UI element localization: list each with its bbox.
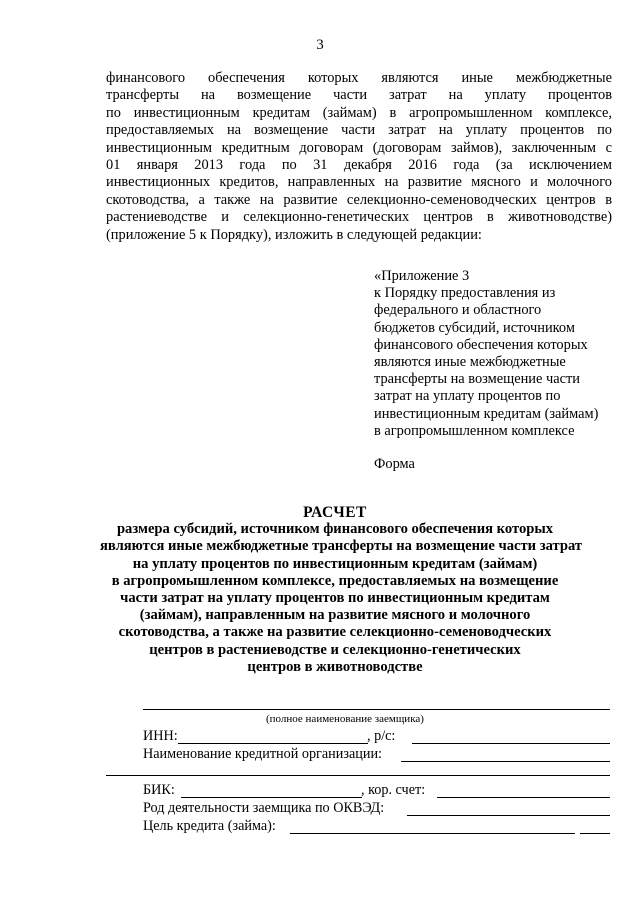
form-label: Форма (374, 456, 415, 472)
title-line: скотоводства, а также на развитие селекционно-семеноводческих (118, 624, 552, 641)
appendix-line: финансового обеспечения которых (374, 336, 588, 353)
body-line: по инвестиционным кредитам (займам) в агропромышленном комплексе, (106, 104, 612, 121)
appendix-line: бюджетов субсидий, источником (374, 319, 575, 336)
body-line: финансового обеспечения которых являются иные межбюджетные (106, 70, 612, 86)
appendix-line: трансферты на возмещение части (374, 371, 580, 388)
credit-purpose-field-end[interactable] (580, 833, 610, 834)
body-line: 01 января 2013 года по 31 декабря 2016 года (за исключением (106, 156, 612, 173)
account-label: , р/с: (367, 728, 396, 744)
credit-purpose-field[interactable] (290, 833, 575, 834)
appendix-line: федерального и областного (374, 302, 542, 319)
title-line: (займам), направленным на развитие мясного и молочного (139, 607, 531, 624)
bik-field[interactable] (181, 797, 362, 798)
title-line: размера субсидий, источником финансового обеспечения которых (116, 521, 554, 538)
appendix-line: инвестиционным кредитам (займам) (374, 405, 599, 422)
body-line: растениеводстве и селекционно-генетических центров в животноводстве) (106, 209, 612, 226)
inn-field[interactable] (178, 743, 368, 744)
corr-account-field[interactable] (437, 797, 610, 798)
body-line: инвестиционных кредитов, направленных на развитие мясного и молочного (106, 174, 612, 191)
account-field[interactable] (412, 743, 610, 744)
title-line: центров в животноводстве (247, 658, 423, 675)
bank-continuation-field[interactable] (106, 775, 610, 776)
title-line: являются иные межбюджетные трансферты на возмещение части затрат (100, 538, 583, 555)
body-line: (приложение 5 к Порядку), изложить в следующей редакции: (106, 226, 482, 243)
borrower-name-field[interactable] (143, 709, 610, 710)
body-line: скотоводства, а также на развитие селекционно-семеноводческих центров в (106, 191, 612, 208)
bank-field[interactable] (401, 761, 610, 762)
title-line: части затрат на уплату процентов по инвестиционным кредитам (120, 589, 550, 606)
title-line: центров в растениеводстве и селекционно-генетических (149, 641, 521, 658)
okved-field[interactable] (407, 815, 610, 816)
title-main: РАСЧЕТ (303, 504, 367, 521)
appendix-line: в агропромышленном комплексе (374, 422, 575, 439)
okved-label: Род деятельности заемщика по ОКВЭД: (143, 800, 385, 816)
appendix-line: затрат на уплату процентов по (374, 388, 561, 405)
page-number: 3 (316, 37, 324, 53)
appendix-line: «Приложение 3 (374, 268, 470, 284)
body-paragraph (106, 70, 612, 244)
credit-purpose-label: Цель кредита (займа): (143, 818, 276, 834)
corr-account-label: , кор. счет: (361, 782, 426, 798)
bank-label: Наименование кредитной организации: (143, 746, 382, 762)
document-title (100, 504, 583, 676)
appendix-header (374, 268, 614, 440)
bik-label: БИК: (143, 782, 175, 798)
body-line: предоставляемых на возмещение части затрат на уплату процентов по (106, 122, 612, 139)
borrower-name-caption: (полное наименование заемщика) (266, 713, 424, 725)
title-line: в агропромышленном комплексе, предоставляемых на возмещение (111, 572, 559, 589)
appendix-line: являются иные межбюджетные (374, 353, 566, 370)
inn-label: ИНН: (143, 728, 178, 744)
appendix-line: к Порядку предоставления из (374, 285, 556, 302)
body-line: инвестиционным кредитным договорам (договорам займов), заключенным с (106, 139, 612, 156)
body-line: трансферты на возмещение части затрат на уплату процентов (106, 87, 612, 104)
title-line: на уплату процентов по инвестиционным кредитам (займам) (132, 555, 538, 572)
